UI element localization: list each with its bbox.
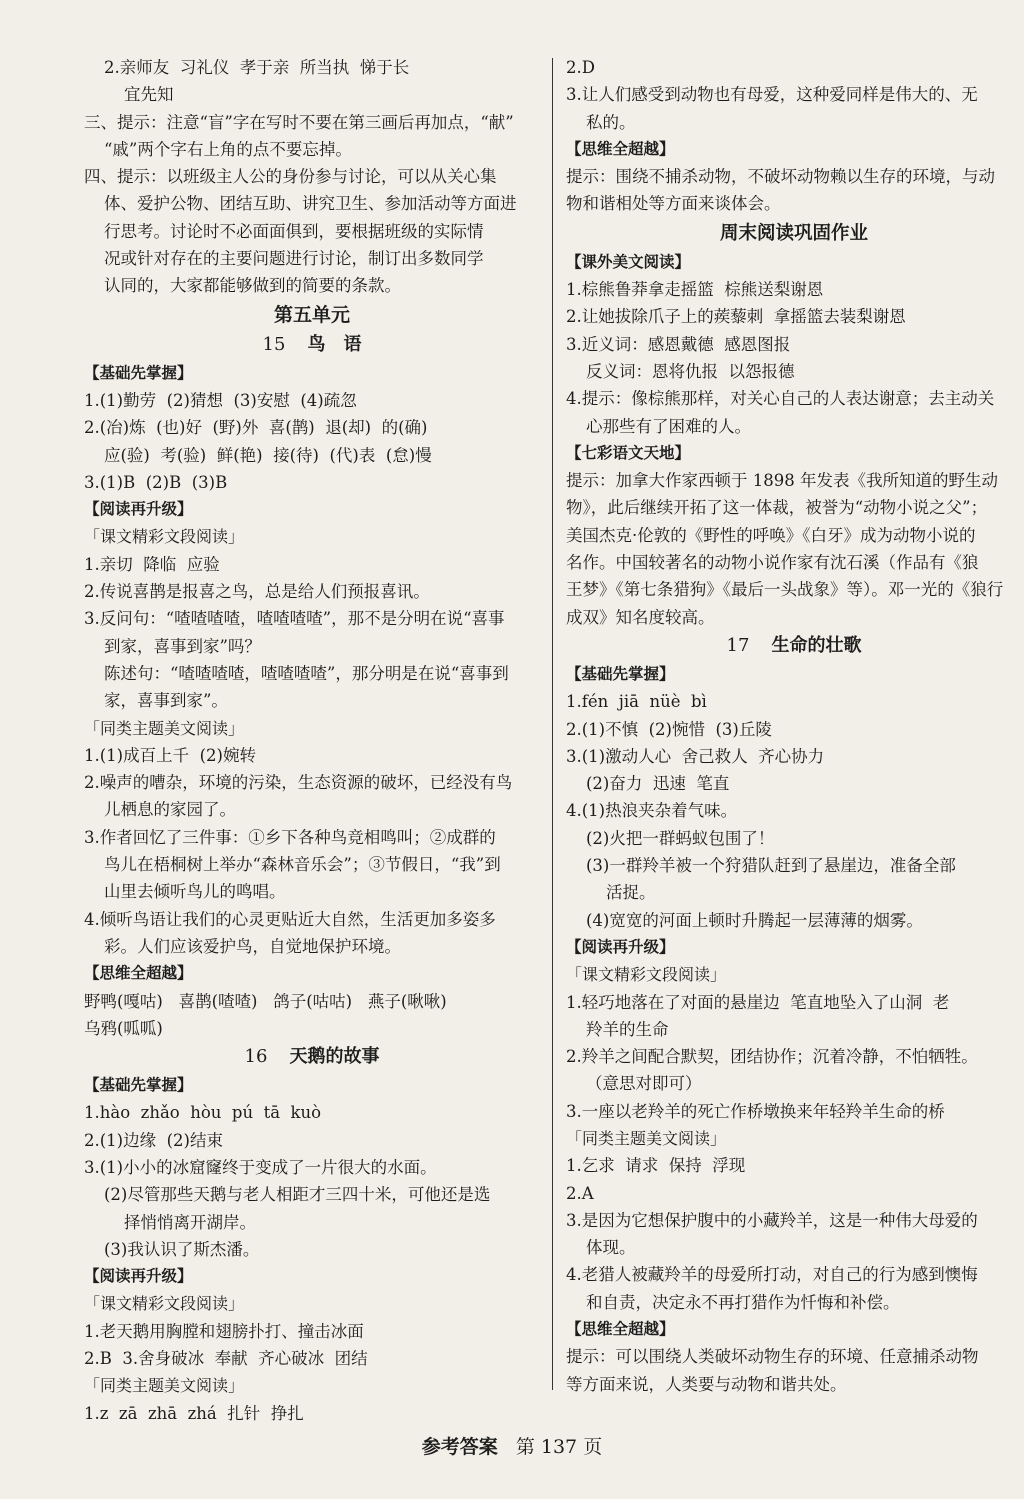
answer-line: 2.让她拔除爪子上的蒺藜刺 拿摇篮去装梨谢恩 xyxy=(566,307,906,327)
answer-line: 羚羊的生命 xyxy=(586,1019,669,1039)
section-tag: 【阅读再升级】 xyxy=(84,500,193,519)
answer-line: 心那些有了困难的人。 xyxy=(586,416,751,436)
answer-line: 野鸭(嘎咕) 喜鹊(喳喳) 鸽子(咕咕) 燕子(啾啾) xyxy=(84,991,447,1011)
answer-line: 1.轻巧地落在了对面的悬崖边 笔直地坠入了山洞 老 xyxy=(566,992,950,1012)
answer-line: 2.亲师友 习礼仪 孝于亲 所当执 悌于长 xyxy=(104,58,410,77)
answer-line: 儿栖息的家园了。 xyxy=(104,800,236,820)
answer-line: 1.hào zhǎo hòu pú tā kuò xyxy=(84,1103,322,1123)
answer-line: 四、提示：以班级主人公的身份参与讨论，可以从关心集 xyxy=(84,167,497,187)
section-tag: 【基础先掌握】 xyxy=(566,664,675,683)
answer-line: 应(验) 考(验) 鲜(艳) 接(待) (代)表 (怠)慢 xyxy=(104,445,432,465)
answer-line: 认同的，大家都能够做到的简要的条款。 xyxy=(104,276,401,296)
lesson-heading xyxy=(566,631,1022,661)
answer-line: 择悄悄离开湖岸。 xyxy=(124,1212,256,1232)
section-tag: 【课外美文阅读】 xyxy=(566,252,691,271)
answer-line: 1.fén jiā nüè bì xyxy=(566,692,707,712)
section-tag: 【阅读再升级】 xyxy=(566,937,675,956)
answer-line: 等方面来说，人类要与动物和谐共处。 xyxy=(566,1374,847,1394)
answer-line: 物和谐相处等方面来谈体会。 xyxy=(566,194,781,214)
section-tag: 【七彩语文天地】 xyxy=(566,443,691,462)
answer-line: 3.(1)激动人心 舍己救人 齐心协力 xyxy=(566,746,825,766)
footer-title: 参考答案 xyxy=(421,1436,498,1458)
answer-line: 家，喜事到家”。 xyxy=(104,691,228,711)
answer-line: (3)一群羚羊被一个狩猎队赶到了悬崖边，准备全部 xyxy=(586,856,956,876)
answer-line: 成双》知名度较高。 xyxy=(566,607,715,627)
answer-line: 3.反问句：“喳喳喳喳，喳喳喳喳”，那不是分明在说“喜事 xyxy=(84,609,505,629)
unit-heading: 第五单元 xyxy=(273,303,350,326)
section-heading: 周末阅读巩固作业 xyxy=(719,222,868,244)
answer-line: 3.(1)B (2)B (3)B xyxy=(84,472,228,492)
answer-line: 1.乞求 请求 保持 浮现 xyxy=(566,1156,746,1176)
answer-line: 1.棕熊鲁莽拿走摇篮 棕熊送梨谢恩 xyxy=(566,280,824,300)
answer-line: 1.老天鹅用胸膛和翅膀扑打、撞击冰面 xyxy=(84,1321,364,1341)
section-tag: 【思维全超越】 xyxy=(566,139,675,158)
page-number: 第 137 页 xyxy=(515,1436,603,1458)
section-tag: 【基础先掌握】 xyxy=(84,363,193,382)
answer-line: “戚”两个字右上角的点不要忘掉。 xyxy=(104,139,352,159)
answer-line: 2.羚羊之间配合默契，团结协作；沉着冷静，不怕牺牲。 xyxy=(566,1047,978,1067)
answer-line: 2.(1)不慎 (2)惋惜 (3)丘陵 xyxy=(566,719,772,739)
subsection-label: 「课文精彩文段阅读」 xyxy=(84,1294,245,1314)
answer-line: 2.(1)边缘 (2)结束 xyxy=(84,1130,223,1150)
answer-line: 4.提示：像棕熊那样，对关心自己的人表达谢意；去主动关 xyxy=(566,389,995,409)
subsection-label: 「同类主题美文阅读」 xyxy=(566,1128,727,1148)
answer-line: 3.一座以老羚羊的死亡作桥墩换来年轻羚羊生命的桥 xyxy=(566,1101,945,1121)
answer-line: 彩。人们应该爱护鸟，自觉地保护环境。 xyxy=(104,936,401,956)
subsection-label: 「同类主题美文阅读」 xyxy=(84,718,245,738)
section-tag: 【思维全超越】 xyxy=(566,1320,675,1339)
answer-line: 2.A xyxy=(566,1183,594,1203)
answer-line: 美国杰克·伦敦的《野性的呼唤》《白牙》成为动物小说的 xyxy=(566,525,976,545)
answer-line: 4.老猎人被藏羚羊的母爱所打动，对自己的行为感到懊悔 xyxy=(566,1265,978,1285)
answer-line: 2.传说喜鹊是报喜之鸟，总是给人们预报喜讯。 xyxy=(84,582,430,602)
answer-line: 宜先知 xyxy=(124,85,174,105)
answer-line: 况或针对存在的主要问题进行讨论，制订出多数同学 xyxy=(104,249,484,269)
answer-line: 陈述句：“喳喳喳喳，喳喳喳喳”，那分明是在说“喜事到 xyxy=(104,663,509,683)
answer-line: 提示：加拿大作家西顿于 1898 年发表《我所知道的野生动 xyxy=(566,471,998,491)
answer-line: 乌鸦(呱呱) xyxy=(84,1018,163,1038)
subsection-label: 「课文精彩文段阅读」 xyxy=(566,965,727,985)
lesson-number: 15 xyxy=(262,333,286,355)
lesson-number: 17 xyxy=(726,634,750,656)
answer-line: 3.(1)小小的冰窟窿终于变成了一片很大的水面。 xyxy=(84,1157,437,1177)
section-tag: 【思维全超越】 xyxy=(84,964,193,983)
answer-line: 提示：围绕不捕杀动物，不破坏动物赖以生存的环境，与动 xyxy=(566,167,995,187)
answer-line: 物》，此后继续开拓了这一体裁，被誉为“动物小说之父”； xyxy=(566,498,988,518)
answer-line: 体、爱护公物、团结互助、讲究卫生、参加活动等方面进 xyxy=(104,194,517,214)
answer-line: 2.(冶)炼 (也)好 (野)外 喜(鹊) 退(却) 的(确) xyxy=(84,418,428,438)
page-footer xyxy=(0,1432,1024,1459)
answer-line: 体现。 xyxy=(586,1238,636,1258)
answer-line: 4.倾听鸟语让我们的心灵更贴近大自然，生活更加多姿多 xyxy=(84,909,496,929)
answer-line: 3.是因为它想保护腹中的小藏羚羊，这是一种伟大母爱的 xyxy=(566,1210,978,1230)
right-column xyxy=(566,54,1022,1398)
answer-line: 4.(1)热浪夹杂着气味。 xyxy=(566,801,738,821)
answer-line: 三、提示：注意“盲”字在写时不要在第三画后再加点，“献” xyxy=(84,112,514,132)
answer-line: 私的。 xyxy=(586,112,636,132)
lesson-heading xyxy=(84,330,540,360)
answer-line: 王梦》《第七条猎狗》《最后一头战象》等）。邓一光的《狼行 xyxy=(566,580,1004,600)
subsection-label: 「课文精彩文段阅读」 xyxy=(84,527,245,547)
left-column xyxy=(84,54,540,1427)
answer-line: 到家，喜事到家”吗？ xyxy=(104,636,261,656)
answer-line: 鸟儿在梧桐树上举办“森林音乐会”；③节假日，“我”到 xyxy=(104,855,501,875)
answer-line: 3.近义词：感恩戴德 感恩图报 xyxy=(566,334,791,354)
answer-line: 行思考。讨论时不必面面俱到，要根据班级的实际情 xyxy=(104,221,484,241)
lesson-title: 鸟 语 xyxy=(307,333,362,355)
column-divider xyxy=(552,58,553,1390)
answer-line: (4)宽宽的河面上顿时升腾起一层薄薄的烟雾。 xyxy=(586,910,923,930)
answer-line: 1.z zā zhā zhá 扎针 挣扎 xyxy=(84,1403,304,1423)
answer-line: 1.亲切 降临 应验 xyxy=(84,554,220,574)
lesson-title: 生命的壮歌 xyxy=(771,634,862,656)
answer-line: 反义词：恩将仇报 以怨报德 xyxy=(586,361,795,381)
answer-line: 名作。中国较著名的动物小说作家有沈石溪（作品有《狼 xyxy=(566,553,979,573)
answer-line: 2.噪声的嘈杂，环境的污染，生态资源的破坏，已经没有鸟 xyxy=(84,773,513,793)
answer-line: 山里去倾听鸟儿的鸣唱。 xyxy=(104,882,286,902)
answer-line: 提示：可以围绕人类破坏动物生存的环境、任意捕杀动物 xyxy=(566,1347,979,1367)
answer-line: (2)火把一群蚂蚁包围了！ xyxy=(586,828,775,848)
answer-line: 1.(1)勤劳 (2)猜想 (3)安慰 (4)疏忽 xyxy=(84,390,357,410)
lesson-number: 16 xyxy=(244,1046,268,1068)
section-tag: 【基础先掌握】 xyxy=(84,1076,193,1095)
lesson-heading xyxy=(84,1042,540,1072)
answer-line: (3)我认识了斯杰潘。 xyxy=(104,1239,260,1259)
answer-line: (2)奋力 迅速 笔直 xyxy=(586,774,730,794)
answer-line: 活捉。 xyxy=(606,883,656,903)
answer-line: 1.(1)成百上千 (2)婉转 xyxy=(84,745,256,765)
subsection-label: 「同类主题美文阅读」 xyxy=(84,1376,245,1396)
answer-line: 3.作者回忆了三件事：①乡下各种鸟竞相鸣叫；②成群的 xyxy=(84,827,496,847)
section-tag: 【阅读再升级】 xyxy=(84,1267,193,1286)
lesson-title: 天鹅的故事 xyxy=(289,1046,380,1068)
answer-line: 和自责，决定永不再打猎作为忏悔和补偿。 xyxy=(586,1292,900,1312)
answer-line: 3.让人们感受到动物也有母爱，这种爱同样是伟大的、无 xyxy=(566,85,978,105)
answer-line: 2.D xyxy=(566,58,595,77)
answer-line: (2)尽管那些天鹅与老人相距才三四十米，可他还是选 xyxy=(104,1185,491,1205)
answer-line: 2.B 3.舍身破冰 奉献 齐心破冰 团结 xyxy=(84,1349,368,1369)
answer-line: （意思对即可） xyxy=(586,1074,702,1094)
